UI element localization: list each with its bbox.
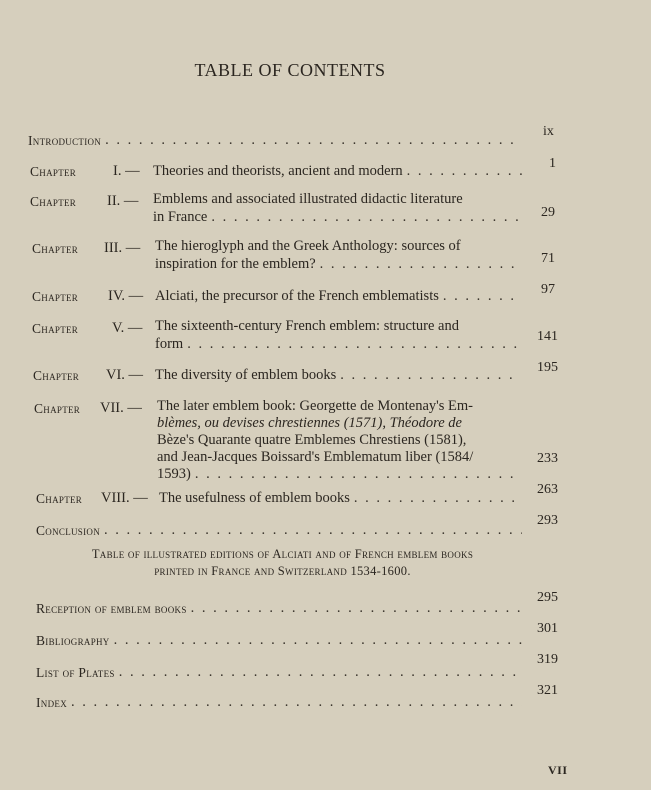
- page-number: 301: [537, 621, 558, 636]
- table-heading: [35, 546, 530, 580]
- entry-title: The usefulness of emblem books: [159, 490, 350, 506]
- table-heading-line-2: printed in France and Switzerland 1534-1600.: [154, 564, 411, 578]
- entry-title-cont: inspiration for the emblem?: [155, 256, 316, 272]
- leader-dots: [354, 490, 523, 507]
- toc-entry-reception: [36, 600, 528, 617]
- toc-entry-list-of-plates: [36, 664, 528, 681]
- leader-dots: [211, 209, 522, 226]
- leader-dots: [320, 256, 519, 273]
- leader-dots: [191, 600, 522, 617]
- entry-title: The diversity of emblem books: [155, 367, 337, 383]
- leader-dots: [71, 694, 522, 711]
- chapter-number: V. —: [112, 320, 143, 336]
- toc-entry-conclusion: [36, 522, 528, 539]
- leader-dots: [114, 632, 522, 649]
- entry-title-cont: Bèze's Quarante quatre Emblemes Chrestiens (1581),: [157, 432, 467, 448]
- chapter-number: III. —: [104, 240, 141, 256]
- chapter-number: IV. —: [108, 288, 144, 304]
- table-heading-line-1: Table of illustrated editions of Alciati and of French emblem books: [91, 547, 474, 561]
- entry-label: Reception of emblem books: [36, 601, 187, 616]
- chapter-number: II. —: [107, 193, 139, 209]
- page-number: 97: [541, 282, 555, 297]
- entry-label: Index: [36, 695, 67, 710]
- entry-label: Chapter: [30, 164, 77, 179]
- entry-title: The sixteenth-century French emblem: structure and: [155, 318, 459, 334]
- leader-dots: [340, 367, 519, 384]
- page-number: 1: [549, 156, 556, 171]
- entry-label: Introduction: [28, 133, 102, 148]
- leader-dots: [407, 163, 522, 180]
- entry-title: The later emblem book: Georgette de Montenay's Em-: [157, 398, 474, 414]
- page-number: 71: [541, 251, 555, 266]
- entry-label: Conclusion: [36, 523, 101, 538]
- page-number: 321: [537, 683, 558, 698]
- entry-label: Chapter: [36, 491, 83, 506]
- toc-entry-bibliography: [36, 632, 528, 649]
- entry-title-cont: form: [155, 336, 184, 352]
- entry-label: Chapter: [34, 401, 81, 416]
- leader-dots: [105, 132, 522, 149]
- entry-title-cont: 1593): [157, 466, 191, 482]
- entry-label: Chapter: [33, 368, 80, 383]
- entry-label: Chapter: [32, 241, 79, 256]
- page-number: 295: [537, 590, 558, 605]
- toc-entry-introduction: [28, 132, 528, 149]
- entry-label: Chapter: [32, 321, 79, 336]
- page-number: 263: [537, 482, 558, 497]
- leader-dots: [104, 522, 522, 539]
- leader-dots: [119, 664, 522, 681]
- entry-title-cont: and Jean-Jacques Boissard's Emblematum liber (1584/: [157, 449, 474, 465]
- leader-dots: [187, 336, 519, 353]
- page-title: TABLE OF CONTENTS: [194, 60, 386, 80]
- chapter-number: VII. —: [100, 400, 142, 416]
- page-number: 319: [537, 652, 558, 667]
- entry-title: The hieroglyph and the Greek Anthology: sources of: [155, 238, 461, 254]
- chapter-number: VI. —: [106, 367, 144, 383]
- page-number: 29: [541, 205, 555, 220]
- entry-title: Alciati, the precursor of the French emblematists: [155, 288, 439, 304]
- page-number: 233: [537, 451, 558, 466]
- folio-page-number: VII: [548, 763, 568, 777]
- leader-dots: [195, 466, 521, 483]
- entry-label: List of Plates: [36, 665, 115, 680]
- page-number: 195: [537, 360, 558, 375]
- page-number: 293: [537, 513, 558, 528]
- page-number: 141: [537, 329, 558, 344]
- entry-label: Chapter: [32, 289, 79, 304]
- entry-title-cont: in France: [153, 209, 208, 225]
- chapter-number: I. —: [113, 163, 140, 179]
- entry-label: Chapter: [30, 194, 77, 209]
- toc-entry-index: [36, 694, 528, 711]
- entry-title: Emblems and associated illustrated didactic literature: [153, 191, 463, 207]
- entry-title: Theories and theorists, ancient and modern: [153, 163, 403, 179]
- page-number: ix: [543, 124, 554, 139]
- leader-dots: [443, 288, 519, 305]
- chapter-number: VIII. —: [101, 490, 148, 506]
- entry-label: Bibliography: [36, 633, 110, 648]
- entry-title-cont: blèmes, ou devises chrestiennes (1571), Théodore de: [157, 415, 462, 431]
